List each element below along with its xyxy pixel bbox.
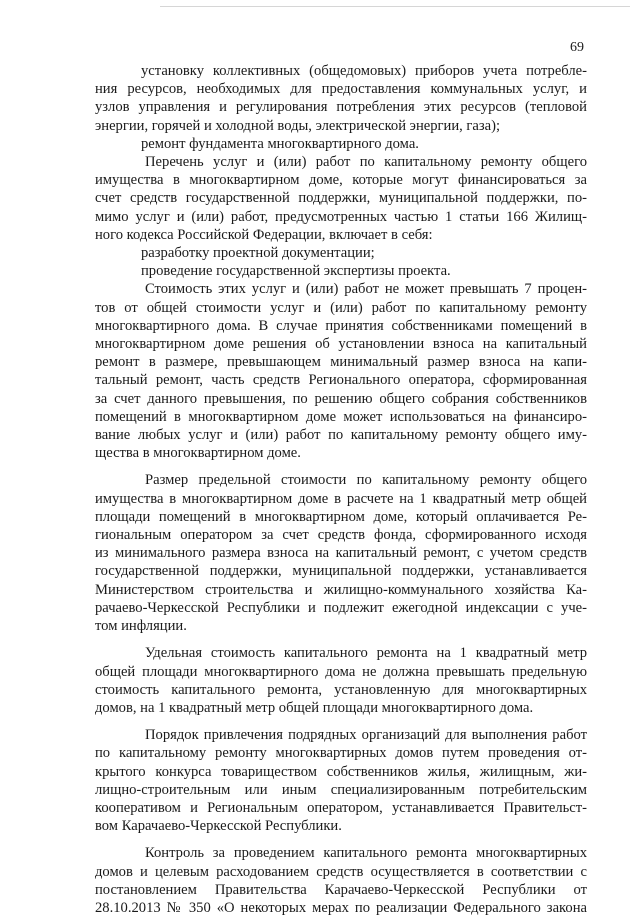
paragraph [95, 153, 587, 244]
paragraph [95, 62, 587, 135]
text-line: счет средств государственной поддержки, муниципальной поддержки, по- [95, 190, 587, 207]
text-line: 28.10.2013 № 350 «О некоторых мерах по реализации Федерального закона [95, 899, 587, 916]
text-line: из минимального размера взноса на капитальный ремонт, с учетом средств [95, 545, 587, 562]
text-line: энергии, горячей и холодной воды, электрической энергии, газа); [95, 117, 501, 134]
paragraph [95, 471, 587, 635]
text-line: стоимость капитального ремонта, установленную для многоквартирных [95, 681, 587, 698]
text-line: Контроль за проведением капитального ремонта многоквартирных [145, 845, 587, 862]
text-line: Удельная стоимость капитального ремонта на 1 квадратный метр [145, 645, 587, 662]
text-line: гиональным оператором за счет средств фонда, сформированного исходя [95, 527, 587, 544]
text-line: щества в многоквартирном доме. [95, 445, 301, 462]
paragraph-gap [95, 835, 587, 844]
text-line: Перечень услуг и (или) работ по капитальному ремонту общего [145, 154, 587, 171]
text-line: тальный ремонт, часть средств Регионального оператора, сформированная [95, 372, 587, 389]
paragraph-gap [95, 462, 587, 471]
text-line: имущества в многоквартирном доме, которые могут финансироваться за [95, 172, 587, 189]
page-number: 69 [570, 40, 584, 55]
text-line: рачаево-Черкесской Республики и подлежит ежегодной индексации с уче- [95, 599, 587, 616]
text-line: узлов управления и регулирования потребления этих ресурсов (тепловой [95, 99, 587, 116]
text-line: домов, на 1 квадратный метр общей площади многоквартирного дома. [95, 699, 534, 716]
text-line: многоквартирного дома. В случае принятия собственниками помещений в [95, 317, 587, 334]
text-line: Министерством строительства и жилищно-коммунального хозяйства Ка- [95, 581, 587, 598]
text-line: Стоимость этих услуг и (или) работ не может превышать 7 процен- [145, 281, 587, 298]
paragraph [95, 844, 587, 917]
text-line: площади помещений в многоквартирном доме, который оплачивается Ре- [95, 508, 587, 525]
text-line: кооперативом и Региональным оператором, устанавливается Правительст- [95, 799, 587, 816]
paragraph [95, 244, 587, 262]
text-line: Порядок привлечения подрядных организаций для выполнения работ [145, 727, 587, 744]
text-line: лищно-строительным или иным специализированным потребительским [95, 781, 587, 798]
text-line: домов и целевым расходованием средств осуществляется в соответствии с [95, 863, 587, 880]
text-line: ремонт в размере, превышающем минимальный размер взноса на капи- [95, 354, 587, 371]
text-line: за счет данного превышения, по решению общего собрания собственников [95, 390, 587, 407]
paragraph [95, 280, 587, 462]
text-line: ремонт фундамента многоквартирного дома. [141, 135, 419, 152]
text-line: тов от общей стоимости услуг и (или) работ по капитальному ремонту [95, 299, 587, 316]
text-line: ного кодекса Российской Федерации, включает в себя: [95, 226, 433, 243]
paragraph [95, 135, 587, 153]
text-line: мимо услуг и (или) работ, предусмотренных частью 1 статьи 166 Жилищ- [95, 208, 587, 225]
text-line: общей площади многоквартирного дома не должна превышать предельную [95, 663, 587, 680]
text-line: разработку проектной документации; [141, 245, 375, 262]
text-line: установку коллективных (общедомовых) приборов учета потребле- [141, 63, 587, 79]
document-body [95, 62, 587, 917]
text-line: государственной поддержки, муниципальной поддержки, устанавливается [95, 563, 587, 580]
text-line: постановлением Правительства Карачаево-Черкесской Республики от [95, 881, 587, 898]
paragraph [95, 262, 587, 280]
text-line: проведение государственной экспертизы проекта. [141, 263, 451, 280]
paragraph-gap [95, 635, 587, 644]
text-line: крытого конкурса товариществом собственников жилья, жилищным, жи- [95, 763, 587, 780]
text-line: имущества в многоквартирном доме в расчете на 1 квадратный метр общей [95, 490, 587, 507]
text-line: по капитальному ремонту многоквартирных домов путем проведения от- [95, 745, 587, 762]
text-line: помещений в многоквартирном доме может использоваться на финансиро- [95, 408, 587, 425]
paragraph-gap [95, 717, 587, 726]
paragraph [95, 644, 587, 717]
paragraph [95, 726, 587, 835]
text-line: вание любых услуг и (или) работ по капитальному ремонту общего иму- [95, 427, 587, 444]
text-line: многоквартирном доме решения об установлении взноса на капитальный [95, 336, 587, 353]
text-line: Размер предельной стоимости по капитальному ремонту общего [145, 472, 587, 489]
text-line: ния ресурсов, необходимых для предоставления коммунальных услуг, и [95, 81, 587, 98]
text-line: вом Карачаево-Черкесской Республики. [95, 818, 342, 835]
text-line: том инфляции. [95, 618, 187, 635]
scan-edge-line [160, 6, 630, 7]
